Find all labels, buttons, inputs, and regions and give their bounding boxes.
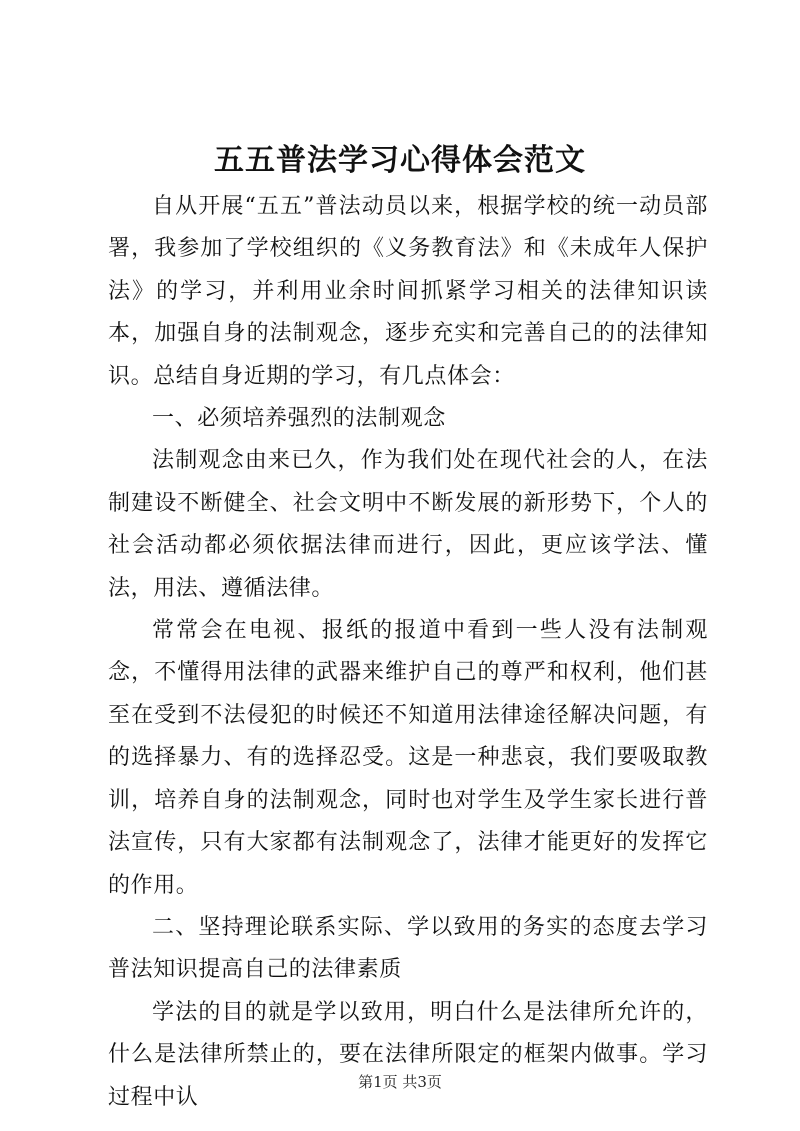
paragraph-section-1-b: 常常会在电视、报纸的报道中看到一些人没有法制观念，不懂得用法律的武器来维护自己的尊严和权利，他们甚至在受到不法侵犯的时候还不知道用法律途径解决问题，有的选择暴力、有的选择忍受。这是一种悲哀，我们要吸取教训，培养自身的法制观念，同时也对学生及学生家长进行普法宣传，只有大家都有法制观念了，法律才能更好的发挥它的作用。 [108,618,708,898]
paragraph-intro: 自从开展“五五”普法动员以来，根据学校的统一动员部署，我参加了学校组织的《义务教育法》和《未成年人保护法》的学习，并利用业余时间抓紧学习相关的法律知识读本，加强自身的法制观念，逐步充实和完善自己的的法律知识。总结自身近期的学习，有几点体会： [108,194,708,389]
paragraph-section-1-a: 法制观念由来已久，作为我们处在现代社会的人，在法制建设不断健全、社会文明中不断发展的新形势下，个人的社会活动都必须依据法律而进行，因此，更应该学法、懂法，用法、遵循法律。 [108,448,708,601]
heading-section-2: 二、坚持理论联系实际、学以致用的务实的态度去学习普法知识提高自己的法律素质 [108,914,708,983]
heading-section-1: 一、必须培养强烈的法制观念 [152,406,446,432]
paragraph-section-2-a: 学法的目的就是学以致用，明白什么是法律所允许的，什么是法律所禁止的，要在法律所限定的框架内做事。学习过程中认 [108,999,708,1110]
page-footer: 第1页 共3页 [358,1073,442,1091]
document-title: 五五普法学习心得体会范文 [214,143,586,178]
document-body [108,186,708,1119]
